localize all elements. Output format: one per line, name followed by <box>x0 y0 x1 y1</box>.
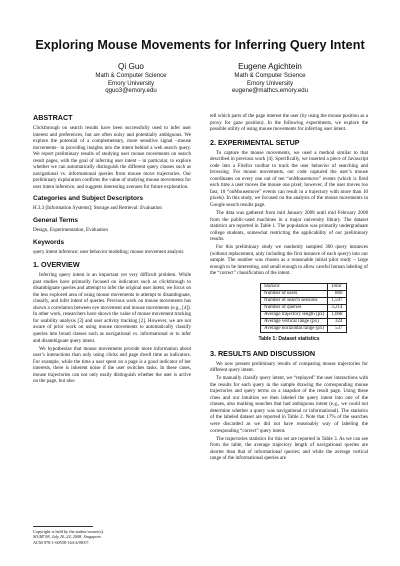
table-cell: Average trajectory length (px) <box>261 312 328 319</box>
keywords-text: query intent inference; user behavior modeling; mouse movement analysis <box>33 248 184 255</box>
author-university: Emory University <box>107 79 155 87</box>
general-terms-heading: General Terms <box>33 217 79 225</box>
table-row <box>261 326 347 333</box>
table-row <box>261 305 347 312</box>
setup-paragraph-1: To capture the mouse movements, we used a method similar to that described in previous work [4]. Specifically, we inserted a piece of Javascript code into a Firefox toolbar to track the user behavior of searching and browsing. For mouse movements, our code captured the user’s mouse coordinates on every one out of ten “onMousemove” events (which is fired each time a user moves the mouse one pixel; however, if the user moves too fast, 10 “onMousemove” events can result in a trajectory with more than 10 pixels). In this study, we focused on the analysis of the mouse movements in Google search results page. <box>210 149 368 209</box>
author-block-2 <box>195 62 345 95</box>
author-name: Qi Guo <box>118 62 144 71</box>
setup-paragraph-3: For this preliminary study we randomly sampled 300 query instances (without replacement, only including the first instance of each query) into our sample. The number was chosen as a reasonable initial pilot study – large enough to be interesting, and small enough to allow careful human labeling of the “correct” classification of the intent. <box>210 244 368 277</box>
table-row <box>261 298 347 305</box>
author-university: Emory University <box>246 79 294 87</box>
table-caption: Table 1: Dataset statistics <box>258 336 320 343</box>
results-paragraph-1: We now present preliminary results of comparing mouse trajectories for different query intent. <box>210 360 368 374</box>
abstract-heading: ABSTRACT <box>33 113 73 122</box>
results-heading: 3. RESULTS AND DISCUSSION <box>210 348 316 358</box>
left-column <box>33 113 191 386</box>
venue-text: SIGIR’08, July 20–24, 2008, Singapore. <box>33 534 103 540</box>
footnote-divider <box>33 526 93 527</box>
table-header-row <box>261 284 347 291</box>
categories-text: H.3.3 [Information Systems]: Storage and Retrieval: Evaluation <box>33 205 162 212</box>
right-column <box>210 113 368 463</box>
overview-continuation: tell which parts of the page interest the user (by using the mouse position as a proxy for gaze position). In the following experiments, we explore the possible utility of using mouse movements for inferring user intent. <box>210 113 368 133</box>
table-cell: Average vertical range (px) <box>261 319 328 326</box>
setup-heading: 2. EXPERIMENTAL SETUP <box>210 137 300 147</box>
general-terms-text: Design, Experimentation, Evaluation <box>33 227 108 234</box>
table-cell: Number of search sessions <box>261 298 328 305</box>
keywords-heading: Keywords <box>33 238 65 246</box>
table-row <box>261 312 347 319</box>
table-cell: Number of users <box>261 291 328 298</box>
copyright-footnote <box>33 526 191 545</box>
author-name: Eugene Agichtein <box>238 62 302 71</box>
table-cell: Average horizontal range (px) <box>261 326 328 333</box>
results-paragraph-3: The trajectories statistics for this set are reported in Table 3. As we can see from the table, the average trajectory length of navigational queries are shorter than that of informational queries; and while the average vertical range of the informational queries are <box>210 435 368 462</box>
table-header-cell: Total <box>328 284 346 291</box>
table-cell: 1,068 <box>328 312 346 319</box>
dataset-statistics-table <box>260 283 347 333</box>
table-cell: 860 <box>328 291 346 298</box>
categories-heading: Categories and Subject Descriptors <box>33 195 144 203</box>
copyright-text: Copyright is held by the author/owner(s). <box>33 529 105 534</box>
author-email: eugene@mathcs.emory.edu <box>231 87 309 95</box>
author-department: Math & Computer Science <box>95 72 167 79</box>
setup-paragraph-2: The data was gathered from mid January 2008 until mid February 2008 from the public-used machines in a major university library. The dataset statistics are reported in Table 1. The population was primarily undergraduate college students, somewhat restricting the applicability of our preliminary results. <box>210 210 368 243</box>
table-cell: 1,597 <box>328 298 346 305</box>
author-block-1 <box>56 62 206 95</box>
table-cell: 324 <box>328 319 346 326</box>
overview-heading: 1. OVERVIEW <box>33 260 80 270</box>
table-row <box>261 291 347 298</box>
author-email: qguo3@emory.edu <box>105 87 157 95</box>
paper-title: Exploring Mouse Movements for Inferring Query Intent <box>35 38 365 52</box>
author-department: Math & Computer Science <box>234 72 306 79</box>
results-paragraph-2: To manually classify query intent, we “replayed” the user interactions with the results for each query in the sample drawing the corresponding mouse trajectories and query terms on a snapshot of the result page. Using these clues and our intuition we then labeled the query intent into one of the classes, also marking searches that had ambiguous intent (e.g., we could not determine whether a query was navigational or informational). The statistics of the labeled dataset are reported in Table 2. Note that 17% of the searches were discarded as we did not have reasonably way of labeling the corresponding “correct” query intent. <box>210 375 368 434</box>
table-cell: 537 <box>328 326 346 333</box>
table-cell: 3,214 <box>328 305 346 312</box>
abstract-text: Clickthrough on search results have been successfully used to infer user interest and preferences, but are often noisy and potentially ambiguous. We explore the potential of a complementary, more sensitive signal –mouse movements– in providing insights into the intent behind a web search query. We report preliminary results of studying user mouse movements on search result pages, with the goal of inferring user intent – in particular, to explore whether we can automatically distinguish the different query classes such as navigational vs. informational queries from mouse move trajectories. Our preliminary exploration confirms the value of studying mouse movements for user intent inference, and suggests interesting avenues for future exploration. <box>33 125 191 190</box>
table-header-cell: Statistic <box>261 284 328 291</box>
overview-paragraph-1: Inferring query intent is an important yet very difficult problem. While past studies have primarily focused on indicators such as clickthrough to disambiguate queries and attempt to infer the original user intent, we focus on the less explored area of using mouse movements to attempt to disambiguate, classify, and infer intent of queries. Previous work on mouse movements has shown a correlation between eye movement and mouse movements (e.g., [4]). In other work, researchers have shown the value of mouse movement tracking for usability analysis [3] and user activity tracking [2]. However, we are not aware of prior work on using mouse movements to automatically classify queries into broad classes such as navigational vs. informational or to infer and disambiguate query intent. <box>33 272 191 344</box>
acm-text: ACM 978-1-60558-164-4/08/07. <box>33 539 90 545</box>
overview-paragraph-2: We hypothesize that mouse movements provide more information about user’s interactions than only using clicks and page dwell time as indicators. For example, while the time a user spent on a page is a good indicator of her interests, there is inherent noise if the user switches tasks. In these cases, mouse trajectories can not only easily distinguish whether the user is active on the page, but also <box>33 345 191 385</box>
table-cell: Number of queries <box>261 305 328 312</box>
table-row <box>261 319 347 326</box>
